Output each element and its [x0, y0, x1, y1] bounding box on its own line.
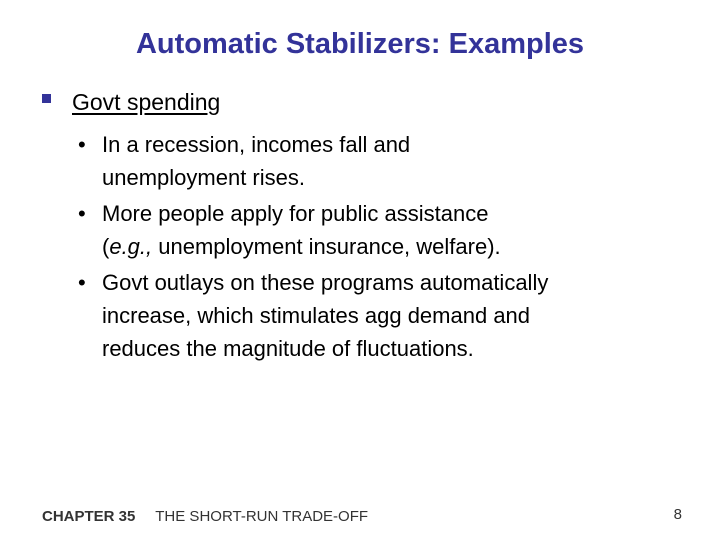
- chapter-title: THE SHORT-RUN TRADE-OFF: [155, 508, 369, 525]
- square-bullet-icon: [42, 94, 51, 103]
- text-line: unemployment rises.: [102, 165, 305, 190]
- slide-title: Automatic Stabilizers: Examples: [135, 28, 585, 60]
- page-number: 8: [673, 506, 682, 523]
- sub-bullet-text: [102, 197, 501, 263]
- dot-bullet-icon: •: [78, 132, 86, 157]
- sub-bullet-text: [102, 128, 410, 194]
- text-line: More people apply for public assistance: [102, 201, 489, 226]
- text-line: In a recession, incomes fall and: [102, 132, 411, 157]
- sub-bullet-3: [76, 266, 696, 365]
- sub-bullet-list: [76, 128, 696, 368]
- text-line: reduces the magnitude of fluctuations.: [102, 336, 474, 361]
- italic-abbrev: e.g.,: [109, 234, 153, 259]
- chapter-label: CHAPTER 35: [42, 508, 136, 525]
- text-line: increase, which stimulates agg demand and: [102, 303, 531, 328]
- bullet-level1-text: Govt spending: [72, 89, 221, 115]
- sub-bullet-1: [76, 128, 696, 194]
- text-line: (e.g., unemployment insurance, welfare).: [102, 234, 501, 259]
- dot-bullet-icon: •: [78, 270, 86, 295]
- dot-bullet-icon: •: [78, 201, 86, 226]
- footer-chapter: [42, 508, 368, 525]
- sub-bullet-2: [76, 197, 696, 263]
- sub-bullet-text: [102, 266, 548, 365]
- bullet-level1: [42, 88, 220, 116]
- text-line: Govt outlays on these programs automatically: [102, 270, 549, 295]
